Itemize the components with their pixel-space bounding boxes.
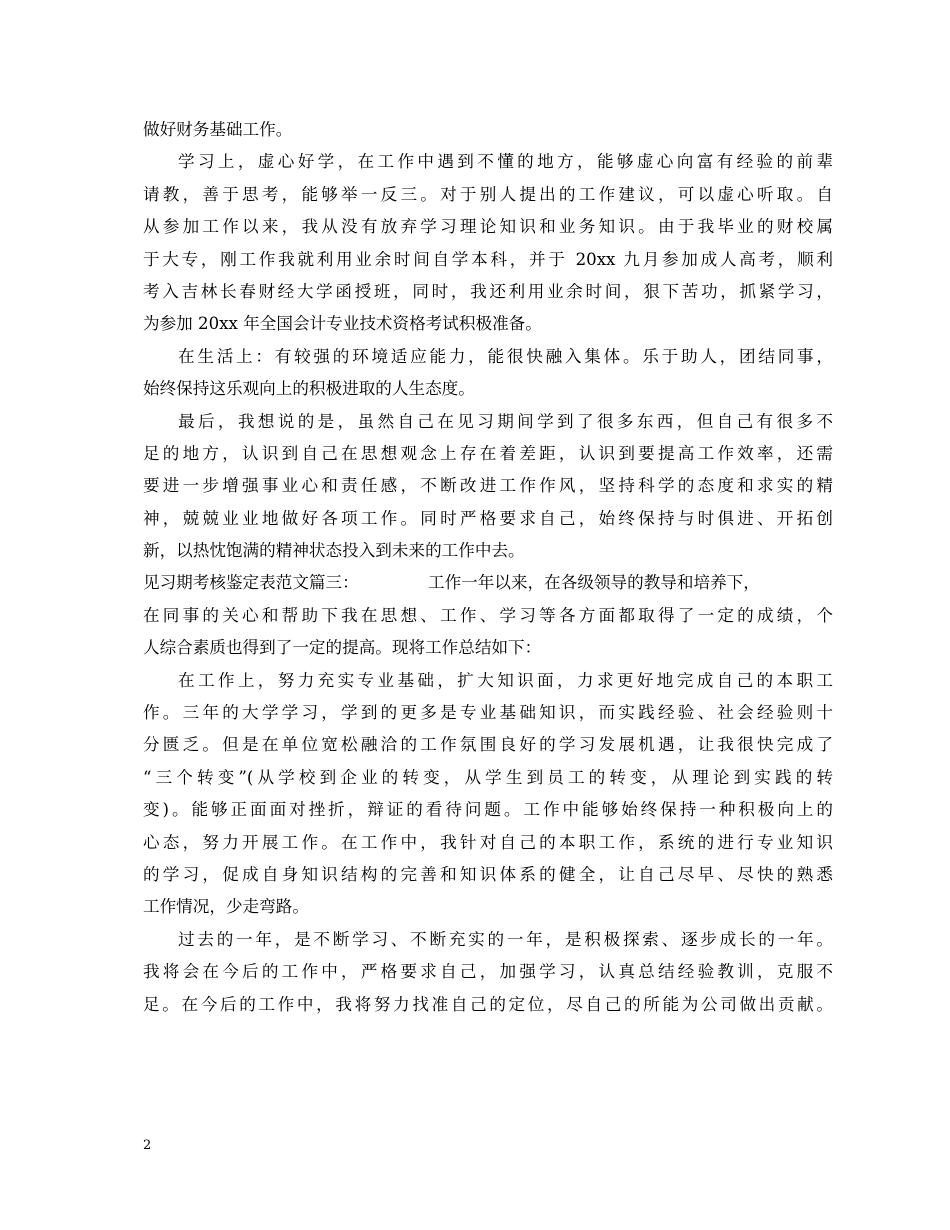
- text-line: 变)。能够正面面对挫折，辩证的看待问题。工作中能够始终保持一种积极向上的: [143, 800, 833, 820]
- text-line: 始终保持这乐观向上的积极进取的人生态度。: [143, 379, 475, 399]
- text-line: 我将会在今后的工作中，严格要求自己，加强学习，认真总结经验教训，克服不: [143, 962, 833, 982]
- page-number: 2: [143, 1138, 152, 1153]
- text-line: “三个转变”(从学校到企业的转变，从学生到员工的转变，从理论到实践的转: [143, 767, 833, 787]
- text-line: 为参加 20xx 年全国会计专业技术资格考试积极准备。: [143, 314, 542, 334]
- text-line: 考入吉林长春财经大学函授班，同时，我还利用业余时间，狠下苦功，抓紧学习，: [143, 281, 833, 301]
- text-line: 新，以热忱饱满的精神状态投入到未来的工作中去。: [143, 541, 525, 561]
- text-line: 做好财务基础工作。: [143, 120, 293, 139]
- paragraph-start-line: 过去的一年，是不断学习、不断充实的一年，是积极探索、逐步成长的一年。: [178, 929, 833, 949]
- paragraph-start-line: 在工作上，努力充实专业基础，扩大知识面，力求更好地完成自己的本职工: [178, 670, 833, 690]
- text-line: 神，兢兢业业地做好各项工作。同时严格要求自己，始终保持与时俱进、开拓创: [143, 508, 833, 528]
- section-heading: 见习期考核鉴定表范文篇三：: [143, 573, 359, 593]
- document-body: [143, 114, 833, 1021]
- text-line: 工作情况，少走弯路。: [143, 897, 309, 917]
- text-line: 的学习，促成自身知识结构的完善和知识体系的健全，让自己尽早、尽快的熟悉: [143, 864, 833, 884]
- paragraph-start-line: 最后，我想说的是，虽然自己在见习期间学到了很多东西，但自己有很多不: [178, 411, 833, 431]
- text-line: 于大专，刚工作我就利用业余时间自学本科，并于 20xx 九月参加成人高考，顺利: [143, 249, 833, 269]
- text-line: 足的地方，认识到自己在思想观念上存在着差距，认识到要提高工作效率，还需: [143, 443, 833, 463]
- section-intro-text: 工作一年以来，在各级领导的教导和培养下，: [428, 573, 760, 593]
- text-line: 请教，善于思考，能够举一反三。对于别人提出的工作建议，可以虚心听取。自: [143, 184, 833, 204]
- paragraph-start-line: 在生活上：有较强的环境适应能力，能很快融入集体。乐于助人，团结同事，: [178, 346, 833, 366]
- text-line: 作。三年的大学学习，学到的更多是专业基础知识，而实践经验、社会经验则十: [143, 703, 833, 723]
- text-line: 从参加工作以来，我从没有放弃学习理论知识和业务知识。由于我毕业的财校属: [143, 217, 833, 237]
- section-heading-line: [143, 567, 833, 599]
- text-line: 分匮乏。但是在单位宽松融洽的工作氛围良好的学习发展机遇，让我很快完成了: [143, 735, 833, 755]
- text-line: 心态，努力开展工作。在工作中，我针对自己的本职工作，系统的进行专业知识: [143, 832, 833, 852]
- text-line: 人综合素质也得到了一定的提高。现将工作总结如下：: [143, 638, 542, 658]
- paragraph-start-line: 学习上，虚心好学，在工作中遇到不懂的地方，能够虚心向富有经验的前辈: [178, 152, 833, 172]
- text-line: 在同事的关心和帮助下我在思想、工作、学习等各方面都取得了一定的成绩，个: [143, 605, 833, 625]
- text-line: 要进一步增强事业心和责任感，不断改进工作作风，坚持科学的态度和求实的精: [143, 476, 833, 496]
- text-line: 足。在今后的工作中，我将努力找准自己的定位，尽自己的所能为公司做出贡献。: [143, 994, 833, 1014]
